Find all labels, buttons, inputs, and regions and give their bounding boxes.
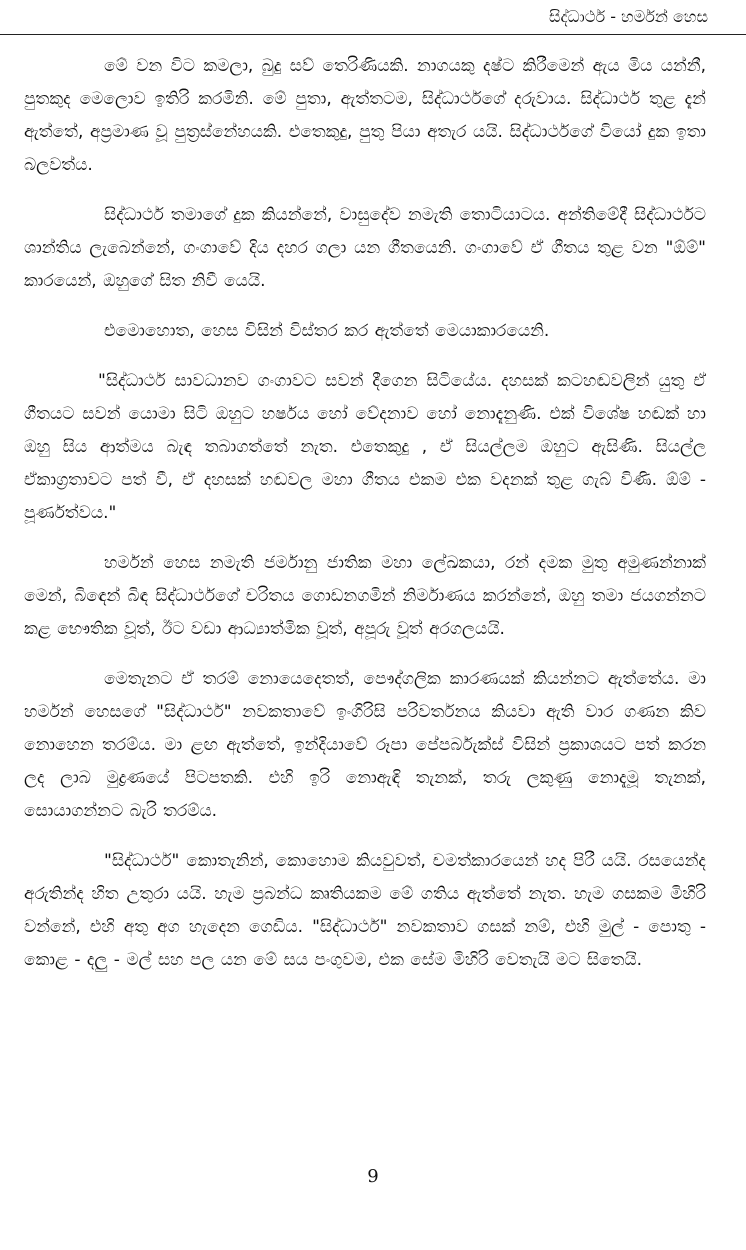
paragraph-4-quotation: "සිද්ධාර්ථ සාවධානව ගංගාවට සවන් දීගෙන සිටියේය. දහසක් කටහඬවලින් යුතු ඒ ගීතයට සවන් යොමා සිටි ඔහුට හර්ෂය හෝ වේදනාව හෝ නොදැනුණි. එක් විශේෂ හඬක් හා ඔහු සිය ආත්මය බැඳ තබාගත්තේ නැත. එතෙකුදු , ඒ සියල්ලම ඔහුට ඇසිණි. සියල්ල ඒකාග්‍රතාවට පත් වී, ඒ දහසක් හඬවල මහා ගීතය එකම එක වදනක් තුළ ගැබ් විණි. ඕම් - පූර්ණත්වය." — [24, 371, 706, 523]
paragraph-6: මෙතැනට ඒ තරම් නොයෙදෙතත්, පෞද්ගලික කාරණයක් කියන්නට ඇත්තේය. මා හර්මන් හෙසගේ "සිද්ධාර්ථ" නවකතාවේ ඉංගිරිසි පරිවර්තනය කියවා ඇති වාර ගණන කිව නොහෙන තරම්ය. මා ළඟ ඇත්තේ, ඉන්දියාවේ රූපා පේපර්බැක්ස් විසින් ප්‍රකාශයට පත් කරන ලද ලාබ මුද්‍රණයේ පිටපතකි. එහි ඉරි නොඇඳි තැනක්, තරු ලකුණු නොදැමූ තැනක්, සොයාගන්නට බැරි තරම්ය. — [24, 669, 706, 821]
header-rule — [0, 34, 746, 35]
paragraph-3: එමොහොත, හෙස විසින් විස්තර කර ඇත්තේ මෙයාකාරයෙනි. — [104, 321, 550, 341]
paragraph-2: සිද්ධාර්ථ තමාගේ දුක කියන්නේ, වාසුදේව නමැති තොටියාටය. අන්තිමේදී සිද්ධාර්ථට ශාන්තිය ලැබෙන්නේ, ගංගාවේ දිය දහර ගලා යන ගීතයෙනි. ගංගාවේ ඒ ගීතය තුළ වන "ඕම්" කාරයෙන්, ඔහුගේ සිත නිවී යෙයි. — [24, 205, 706, 291]
page-body — [24, 50, 706, 994]
page-number: 9 — [367, 1166, 379, 1187]
paragraph-7: "සිද්ධාර්ථ" කොතැනින්, කොහොම කියවුවත්, චමත්කාරයෙන් හද පිරී යයි. රසයෙන්ද අරුතින්ද හිත උතුරා යයි. හැම ප්‍රබන්ධ කෘතියකම මේ ගතිය ඇත්තේ නැත. හැම ගසකම මිහිරි වන්නේ, එහි අතු අග හැදෙන ගෙඩිය. "සිද්ධාර්ථ" නවකතාව ගසක් නම්, එහි මුල් - පොතු - කොළ - දලු - මල් සහ පල යන මේ සය පංගුවම, එක සේම මිහිරි වෙතැයි මට සිතෙයි. — [24, 851, 706, 970]
running-header: සිද්ධාර්ථ - හර්මන් හෙස — [549, 7, 708, 26]
paragraph-1: මේ වන විට කමලා, බුදු සව් තෙරිණියකි. නාගයකු දෂ්ට කිරීමෙන් ඇය මිය යන්නී, පුතකුද මෙලොව ඉතිරි කරමිනි. මේ පුතා, ඇත්තටම, සිද්ධාර්ථගේ දරුවාය. සිද්ධාර්ථ තුළ දැන් ඇත්තේ, අප්‍රමාණ වූ පුත්‍රස්නේහයකි. එතෙකුදු, පුතු පියා අතැර යයි. සිද්ධාර්ථගේ වියෝ දුක ඉතා බලවත්ය. — [24, 56, 706, 175]
paragraph-5: හර්මන් හෙස නමැති ජර්මානු ජාතික මහා ලේඛකයා, රන් දමක මුතු අමුණන්නාක් මෙන්, බිඳෙන් බිඳ සිද්ධාර්ථගේ චරිතය ගොඩනගමින් නිර්මාණය කරන්නේ, ඔහු තමා ජයගන්නට කළ භෞතික වූත්, ඊට වඩා ආධ්‍යාත්මික වූත්, අපූරු වූත් අරගලයයි. — [24, 553, 706, 639]
